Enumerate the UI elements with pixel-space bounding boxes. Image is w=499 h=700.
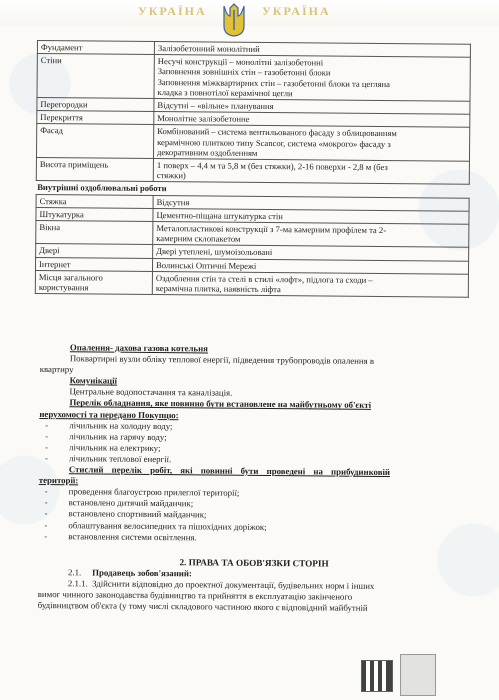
- value-line: Оздоблення стін та стелі в стилі «лофт», підлога та сходи –: [155, 272, 373, 285]
- row-key: Перегородки: [37, 98, 154, 112]
- heating-text: Поквартирні вузли обліку теплової енергії, підведення трубопроводів опалення в: [69, 353, 375, 367]
- value-line: Металопластикові конструкції з 7-ма камерним профілем та 2-: [156, 223, 387, 236]
- specification-table: [35, 40, 471, 298]
- header-band: [0, 0, 499, 26]
- row-value: [153, 159, 469, 185]
- row-key: Двері: [36, 244, 153, 258]
- list-item: - лічильник на гарячу воду;: [45, 430, 167, 442]
- works-list: [38, 486, 470, 545]
- document-body: [38, 342, 472, 615]
- clause-sub-number: 2.1.1.: [67, 578, 88, 589]
- row-key: Перекриття: [37, 111, 154, 125]
- row-value: [153, 125, 469, 161]
- list-item-text: встановлено спортивний майданчик;: [68, 508, 207, 520]
- value-line: Заповнення зовнішніх стін – газобетонні блоки: [157, 66, 331, 78]
- list-item: - лічильник на електрику;: [45, 441, 161, 453]
- value-line: Цементно-піщана штукатурка стін: [156, 209, 283, 221]
- row-key: Стіни: [37, 54, 154, 99]
- row-value: [152, 271, 468, 297]
- row-key: Вікна: [36, 221, 153, 245]
- heating-title: Опалення- дахова газова котельня: [69, 342, 208, 354]
- list-item: - встановлення системи освітлення.: [44, 530, 197, 542]
- clause-text-line: будівництвом об'єкта (у тому числі складового частиною якого є відповідний майбутній: [37, 600, 368, 613]
- row-key: Висота приміщень: [36, 158, 153, 182]
- list-item: - встановлено дитячий майданчик;: [44, 497, 194, 509]
- value-line: Несучі конструкції – монолітні залізобетонні: [157, 56, 324, 68]
- row-key: Фасад: [36, 124, 153, 159]
- clause-text-line: вимог чинного законодавства будівництво та прийняття в експлуатацію закінченого: [37, 588, 353, 602]
- value-line: Відсутня: [156, 196, 190, 207]
- value-line: Залізобетонний монолітний: [157, 43, 260, 54]
- value-line: керамічною плиткою типу Scancor, система «мокрого» фасаду з: [157, 136, 391, 149]
- value-line: керамічна плитка, наявність ліфта: [155, 283, 281, 295]
- row-key: Стяжка: [36, 194, 153, 208]
- finish-heading: Внутрішні оздоблювальні роботи: [37, 182, 167, 194]
- coat-of-arms-icon: [221, 2, 247, 38]
- value-line: декоративним оздобленням: [156, 146, 258, 158]
- equipment-title-cont: нерухомості та передано Покупцю:: [39, 408, 179, 420]
- equipment-list: [39, 420, 471, 468]
- list-item: - лічильник на холодну воду;: [45, 419, 173, 431]
- table-row: [37, 54, 470, 102]
- value-line: Волинські Оптичні Мережі: [156, 259, 257, 271]
- header-word-right: УКРАЇНА: [262, 4, 331, 18]
- key-line: користування: [38, 282, 89, 293]
- value-line: стяжки): [156, 170, 186, 181]
- equipment-title: Перелік обладнання, яке повинно бути встановлене на майбутньому об'єкті: [69, 397, 372, 411]
- clause-text-line: Здійснити відповідно до проектної документації, будівельних норм і інших: [92, 578, 375, 591]
- value-line: Комбінований – система вентильованого фасаду з облицюванням: [157, 126, 397, 139]
- row-value: [154, 55, 470, 102]
- communications-title: Комунікації: [69, 375, 118, 386]
- qr-code-icon: [361, 660, 393, 692]
- value-line: Відсутні – «вільне» планування: [157, 100, 274, 112]
- list-item-text: проведення благоустрою прилеглої території;: [68, 486, 240, 498]
- list-item-text: лічильник на електрику;: [69, 442, 161, 453]
- list-item-text: лічильник на холодну воду;: [69, 419, 173, 431]
- key-line: Місця загального: [38, 271, 103, 283]
- list-item-text: встановлення системи освітлення.: [68, 530, 197, 542]
- list-item-text: облаштування велосипедних та пішохідних доріжок;: [68, 519, 267, 532]
- row-key: Фундамент: [37, 41, 154, 55]
- works-title: Стислий перелік робіт, які повинні бути проведені на прибудинковій: [68, 464, 391, 478]
- list-item-text: лічильник теплової енергії.: [68, 453, 172, 465]
- row-key: Інтернет: [35, 257, 152, 271]
- clause-title: Продавець зобов'язаний:: [92, 567, 192, 579]
- value-line: 1 поверх – 4,4 м та 5,8 м (без стяжки), 2-16 поверхи - 2,8 м (без: [156, 160, 388, 173]
- table-row: [35, 270, 468, 297]
- list-item: - проведення благоустрою прилеглої території;: [44, 486, 240, 498]
- row-key: [35, 270, 152, 294]
- works-title-cont: території:: [38, 475, 79, 486]
- communications-text: Центральне водопостачання та каналізація.: [69, 386, 233, 399]
- header-word-left: УКРАЇНА: [138, 4, 207, 18]
- list-item: - лічильник теплової енергії.: [44, 452, 172, 465]
- heating-text-cont: квартиру: [39, 364, 74, 375]
- clause-number: 2.1.: [67, 567, 82, 578]
- row-key: Штукатурка: [36, 207, 153, 221]
- value-line: Заповнення міжквартирних стін – газобетонні блоки та цегляна: [157, 76, 391, 89]
- list-item-text: лічильник на гарячу воду;: [69, 431, 167, 442]
- list-item: - встановлено спортивний майданчик;: [44, 508, 207, 520]
- value-line: камерним склопакетом: [156, 233, 241, 245]
- list-item: - облаштування велосипедних та пішохідних доріжок;: [44, 519, 267, 532]
- table-row: [36, 124, 469, 161]
- value-line: Двері утеплені, шумоізольовані: [156, 246, 273, 258]
- list-item-text: встановлено дитячий майданчик;: [68, 497, 194, 509]
- row-value: [153, 222, 469, 248]
- section-title: 2. ПРАВА ТА ОБОВ'ЯЗКИ СТОРІН: [179, 556, 329, 569]
- value-line: кладка з повнотілої керамічної цегли: [157, 86, 293, 99]
- value-line: Монолітне залізобетонне: [157, 113, 250, 125]
- stamp-icon: [400, 654, 436, 696]
